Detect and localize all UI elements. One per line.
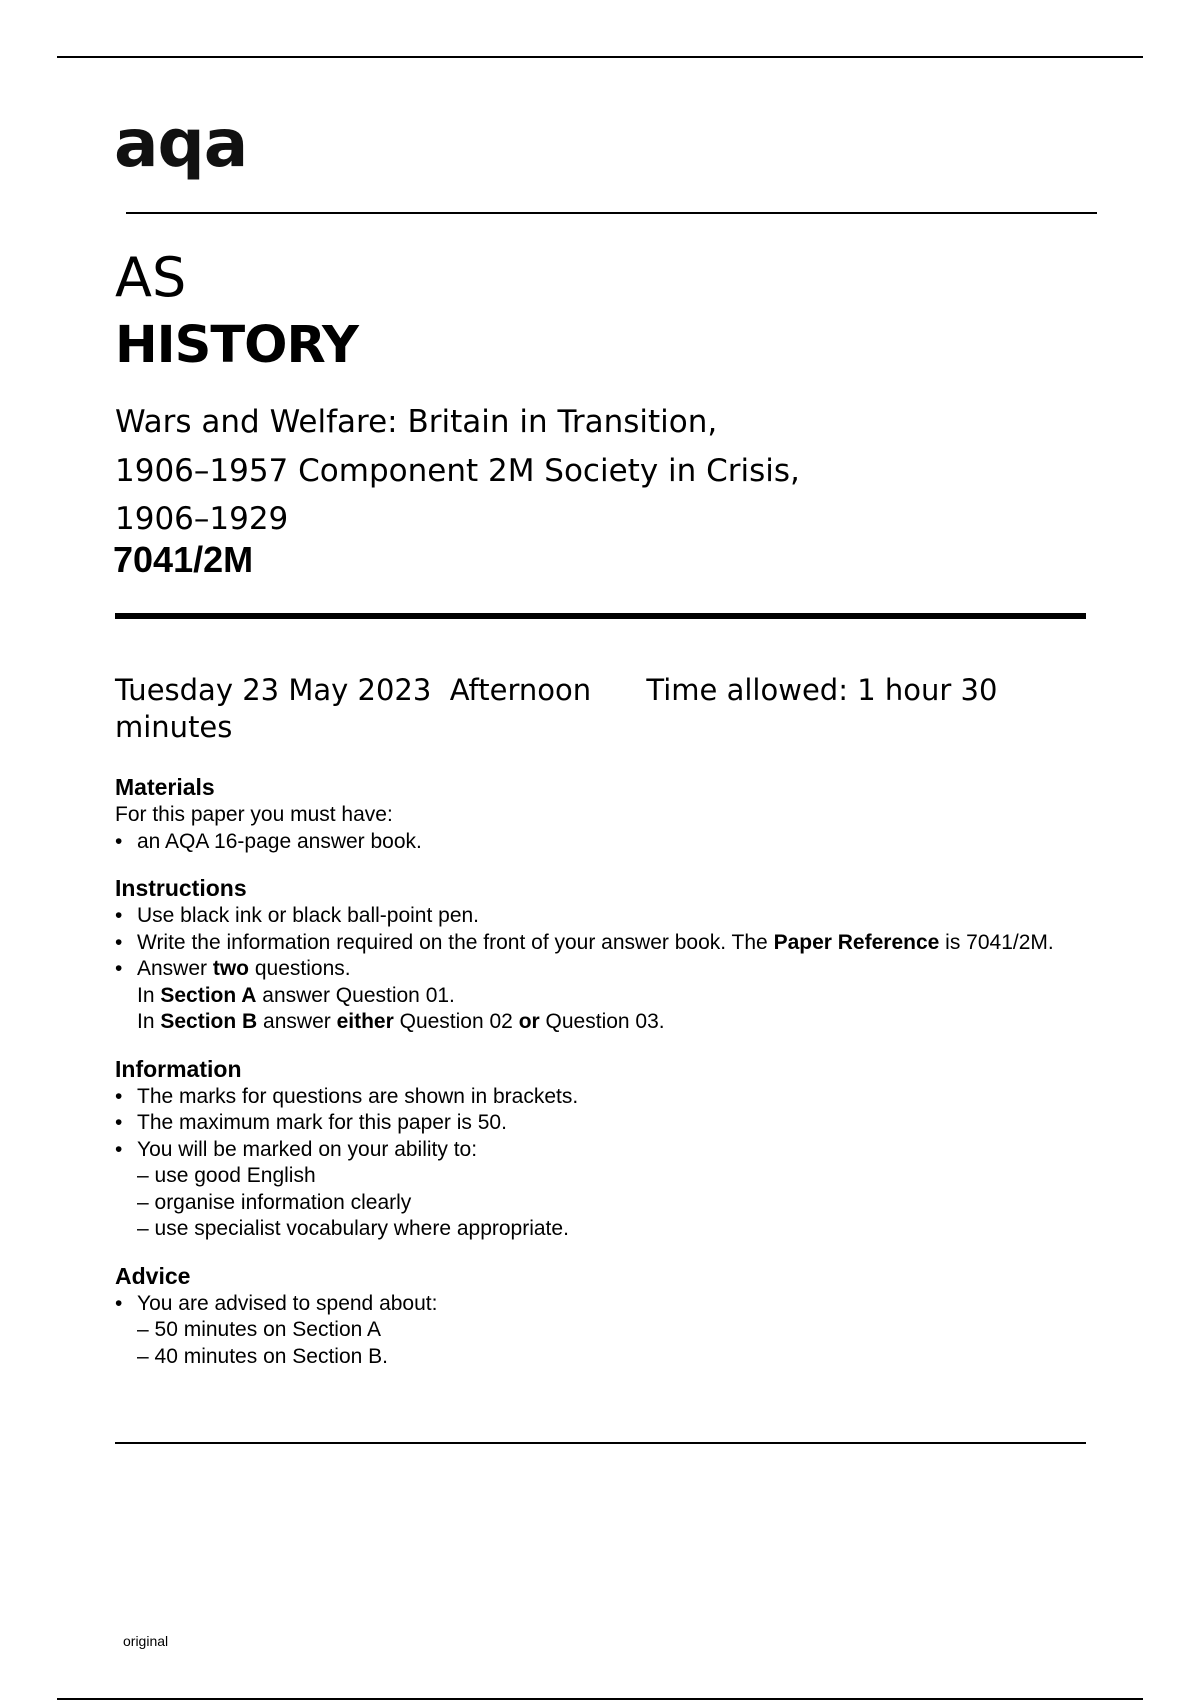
information-list [115, 1084, 1095, 1243]
paper-title-line-2: 1906–1957 Component 2M Society in Crisis, [115, 452, 800, 489]
ability-item: – use specialist vocabulary where appropriate. [137, 1217, 569, 1240]
bullet-icon: • [115, 1137, 123, 1161]
list-item: • Use black ink or black ball-point pen. [115, 903, 1095, 930]
bullet-icon: • [115, 1291, 123, 1315]
list-item: • an AQA 16-page answer book. [115, 829, 1095, 856]
paper-title [115, 398, 1015, 544]
footer-note: original [123, 1633, 169, 1649]
information-section [115, 1054, 1095, 1243]
time-advice-item: – 40 minutes on Section B. [137, 1344, 388, 1368]
bullet-icon: • [115, 904, 123, 927]
list-item: • Write the information required on the front of your answer book. The Paper Reference is 7041/2M. [115, 930, 1095, 957]
list-item: • The marks for questions are shown in brackets. [115, 1084, 1095, 1111]
bullet-icon: • [115, 829, 123, 853]
bullet-icon: • [115, 930, 123, 954]
ability-item: – use good English [137, 1164, 316, 1187]
subject-title: HISTORY [115, 316, 358, 375]
lower-divider [115, 1442, 1086, 1444]
list-item: • You will be marked on your ability to: – use good English – organise information clearly – use specialist vocabulary where appropriate. [115, 1137, 1095, 1243]
qualification-level: AS [115, 246, 187, 309]
exam-date-and-time: Tuesday 23 May 2023 Afternoon Time allowed: 1 hour 30 minutes [115, 673, 1007, 744]
instructions-list [115, 903, 1095, 1036]
materials-list [115, 829, 1095, 856]
instructions-section [115, 873, 1095, 1036]
list-item: • You are advised to spend about: – 50 minutes on Section A – 40 minutes on Section B. [115, 1291, 1095, 1371]
list-item: • The maximum mark for this paper is 50. [115, 1110, 1095, 1137]
bullet-icon: • [115, 1111, 123, 1134]
section-b-instruction: In Section B answer either Question 02 or Question 03. [137, 1010, 665, 1033]
paper-title-line-3: 1906–1929 [115, 501, 289, 537]
bullet-icon: • [115, 1084, 123, 1108]
list-item: • Answer two questions. In Section A answer Question 01. In Section B answer either Question 02 or Question 03. [115, 956, 1095, 1036]
section-a-instruction: In Section A answer Question 01. [137, 983, 455, 1007]
top-rule [57, 56, 1143, 58]
thick-divider [115, 613, 1086, 619]
materials-intro: For this paper you must have: [115, 803, 393, 826]
front-cover-sections [115, 772, 1095, 1388]
aqa-logo: aqa [114, 105, 248, 182]
logo-divider [126, 212, 1097, 214]
paper-title-line-1: Wars and Welfare: Britain in Transition, [115, 404, 718, 440]
materials-section [115, 772, 1095, 855]
information-heading: Information [115, 1055, 242, 1082]
materials-heading: Materials [115, 774, 215, 800]
instructions-heading: Instructions [115, 875, 247, 901]
advice-section [115, 1261, 1095, 1371]
advice-heading: Advice [115, 1262, 191, 1289]
time-advice-item: – 50 minutes on Section A [137, 1318, 381, 1341]
advice-list [115, 1291, 1095, 1371]
bullet-icon: • [115, 957, 123, 980]
paper-code: 7041/2M [113, 539, 254, 580]
ability-item: – organise information clearly [137, 1190, 412, 1214]
